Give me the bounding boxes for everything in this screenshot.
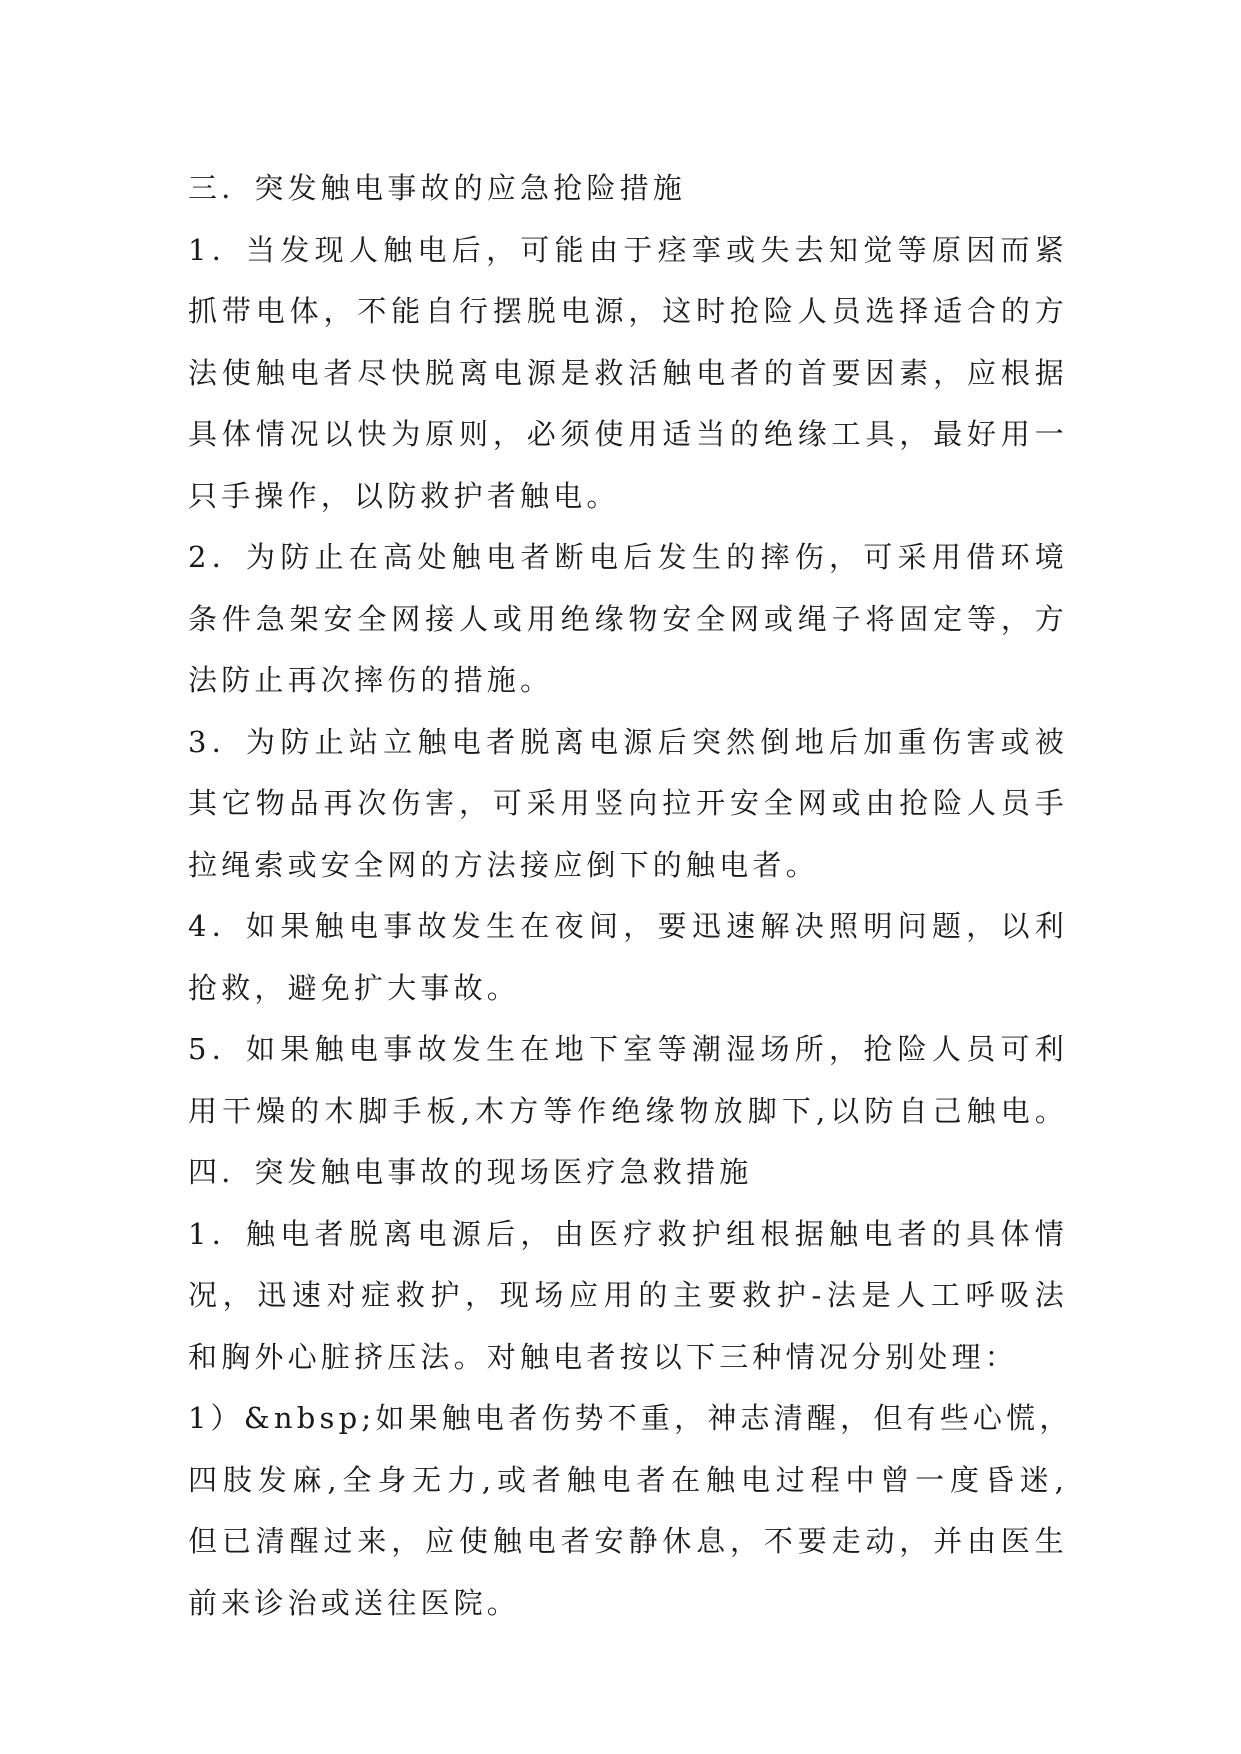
paragraph-line: 况，迅速对症救护，现场应用的主要救护-法是人工呼吸法 — [188, 1278, 1068, 1312]
paragraph-line: 法使触电者尽快脱离电源是救活触电者的首要因素，应根据 — [188, 355, 1068, 390]
paragraph-line: 用干燥的木脚手板,木方等作绝缘物放脚下,以防自己触电。 — [188, 1093, 1068, 1128]
paragraph-line: 其它物品再次伤害，可采用竖向拉开安全网或由抢险人员手 — [188, 786, 1068, 820]
paragraph-line: 和胸外心脏挤压法。对触电者按以下三种情况分别处理： — [188, 1339, 1019, 1374]
paragraph-line: 法防止再次摔伤的措施。 — [188, 663, 554, 697]
paragraph-line: 拉绳索或安全网的方法接应倒下的触电者。 — [188, 847, 819, 882]
paragraph-line: 但已清醒过来，应使触电者安静休息，不要走动，并由医生 — [188, 1524, 1068, 1558]
section-heading-3: 三．突发触电事故的应急抢险措施 — [188, 171, 687, 205]
paragraph-line: 1．触电者脱离电源后，由医疗救护组根据触电者的具体情 — [188, 1216, 1068, 1251]
paragraph-line: 3．为防止站立触电者脱离电源后突然倒地后加重伤害或被 — [188, 724, 1068, 759]
paragraph-line: 4．如果触电事故发生在夜间，要迅速解决照明问题，以利 — [188, 909, 1068, 943]
paragraph-line: 抢救，避免扩大事故。 — [188, 970, 521, 1005]
paragraph-line: 抓带电体，不能自行摆脱电源，这时抢险人员选择适合的方 — [188, 294, 1068, 328]
paragraph-line: 5．如果触电事故发生在地下室等潮湿场所，抢险人员可利 — [188, 1032, 1068, 1066]
paragraph-line: 1）&nbsp;如果触电者伤势不重，神志清醒，但有些心慌， — [188, 1401, 1073, 1435]
paragraph-line: 只手操作，以防救护者触电。 — [188, 478, 620, 513]
paragraph-line: 四肢发麻,全身无力,或者触电者在触电过程中曾一度昏迷, — [188, 1462, 1068, 1497]
paragraph-line: 具体情况以快为原则，必须使用适当的绝缘工具，最好用一 — [188, 417, 1068, 451]
paragraph-line: 条件急架安全网接人或用绝缘物安全网或绳子将固定等，方 — [188, 601, 1068, 636]
paragraph-line: 1．当发现人触电后，可能由于痉挛或失去知觉等原因而紧 — [188, 232, 1068, 267]
document-body — [188, 158, 1073, 1634]
section-heading-4: 四．突发触电事故的现场医疗急救措施 — [188, 1155, 753, 1189]
paragraph-line: 2．为防止在高处触电者断电后发生的摔伤，可采用借环境 — [188, 540, 1068, 574]
paragraph-line: 前来诊治或送往医院。 — [188, 1585, 521, 1620]
